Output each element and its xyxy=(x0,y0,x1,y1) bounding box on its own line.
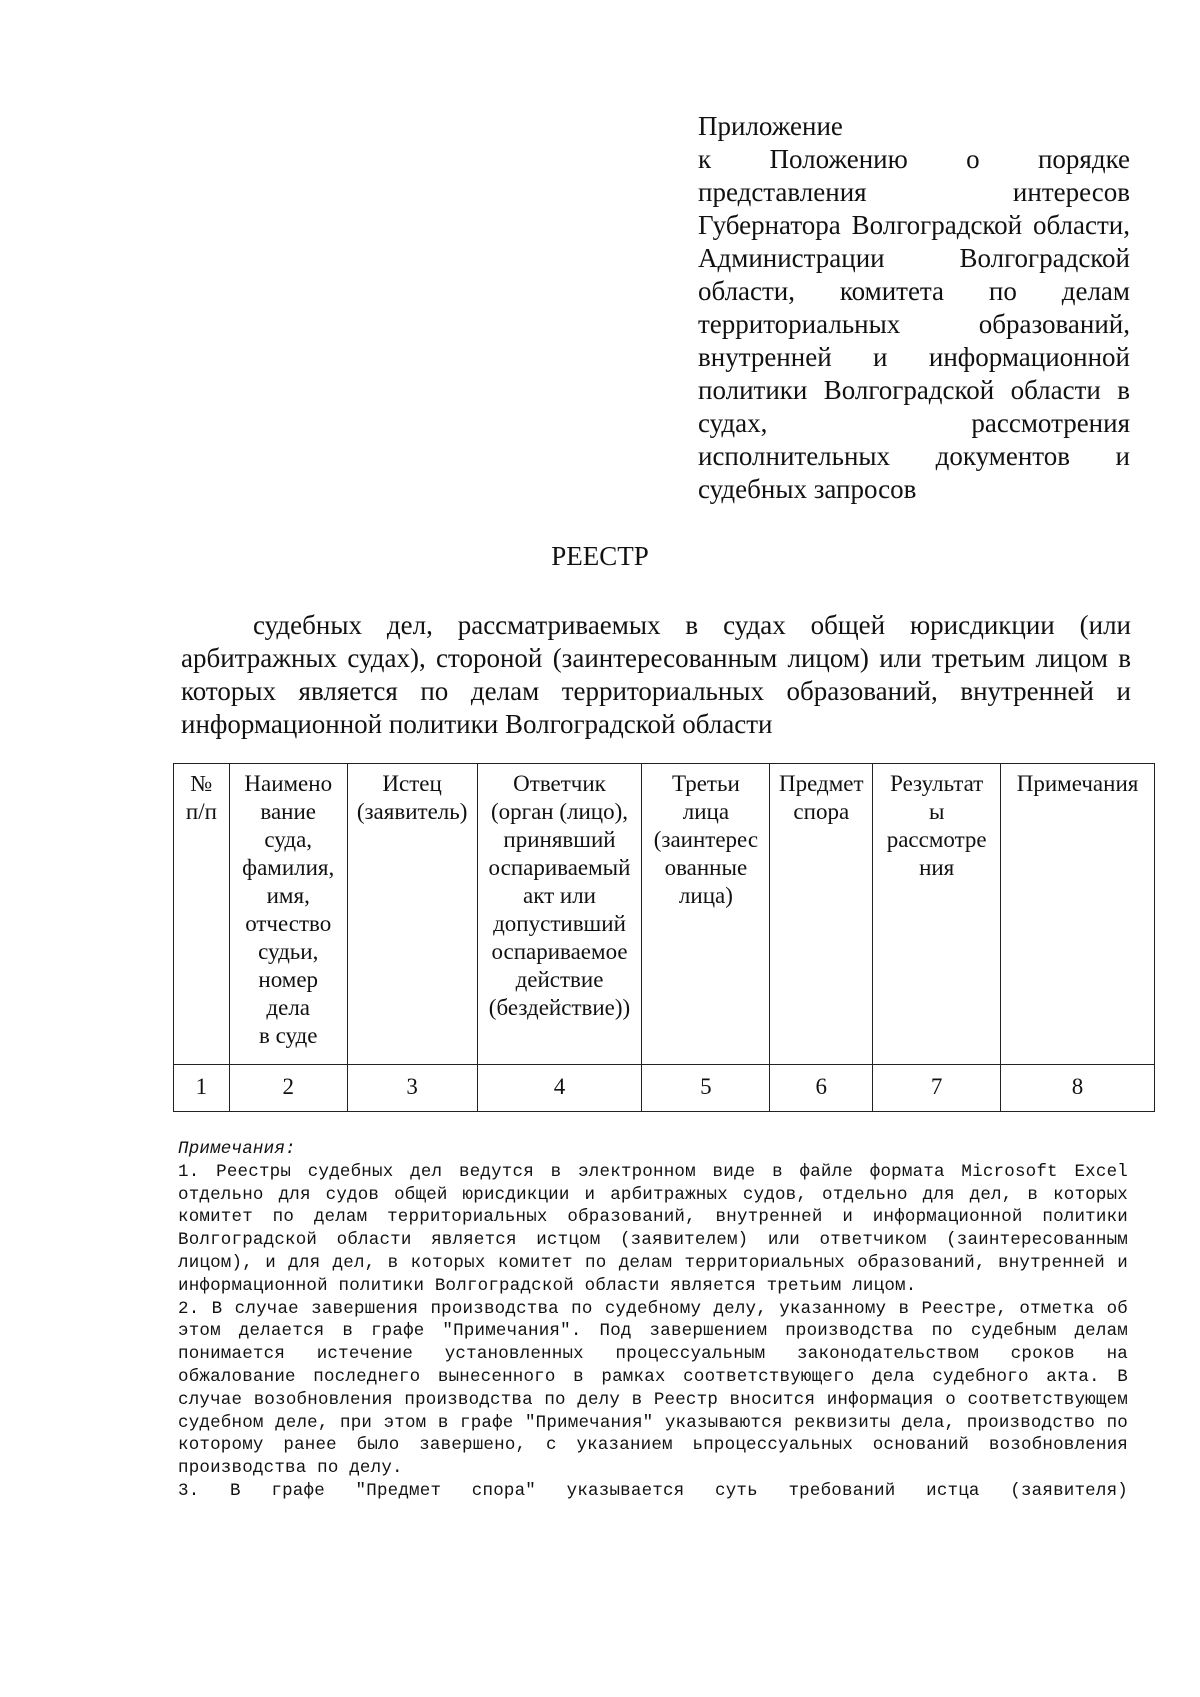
appendix-header xyxy=(698,110,1130,506)
col-header-notes: Примечания xyxy=(1001,764,1155,1065)
col-number-2: 2 xyxy=(229,1065,347,1112)
col-number-5: 5 xyxy=(642,1065,770,1112)
note-item-2: 2. В случае завершения производства по судебному делу, указанному в Реестре, отметка об этом делается в графе "Примечания". Под завершением производства по судебным делам понимается истечение установленных процессуальным законодательством сроков на обжалование последнего вынесенного в рамках соответствующего дела судебного акта. В случае возобновления производства по делу в Реестр вносится информация о соответствующем судебном деле, при этом в графе "Примечания" указываются реквизиты дела, производство по которому ранее было завершено, с указанием ьпроцессуальных оснований возобновления производства по делу. xyxy=(178,1298,1128,1479)
notes-heading: Примечания: xyxy=(178,1139,296,1159)
col-number-3: 3 xyxy=(347,1065,477,1112)
col-number-7: 7 xyxy=(873,1065,1001,1112)
col-header-court: Наимено вание суда, фамилия, имя, отчество судьи, номер дела в суде xyxy=(229,764,347,1065)
col-header-defendant: Ответчик (орган (лицо), принявший оспариваемый акт или допустивший оспариваемое действие (бездействие)) xyxy=(477,764,642,1065)
note-item-1: 1. Реестры судебных дел ведутся в электронном виде в файле формата Microsoft Excel отдельно для судов общей юрисдикции и арбитражных судов, отдельно для дел, в которых комитет по делам территориальных образований, внутренней и информационной политики Волгоградской области является истцом (заявителем) или ответчиком (заинтересованным лицом), и для дел, в которых комитет по делам территориальных образований, внутренней и информационной политики Волгоградской области является третьим лицом. xyxy=(178,1161,1128,1296)
col-number-4: 4 xyxy=(477,1065,642,1112)
table-row xyxy=(174,1065,1155,1112)
table-header-row xyxy=(174,764,1155,1065)
appendix-text: к Положению о порядке представления интересов Губернатора Волгоградской области, Администрации Волгоградской области, комитета по делам территориальных образований, внутренней и информационной политики Волгоградской области в судах, рассмотрения исполнительных документов и судебных запросов xyxy=(698,144,1130,504)
registry-table xyxy=(173,763,1155,1112)
registry-subtitle: судебных дел, рассматриваемых в судах общей юрисдикции (или арбитражных судах), стороной (заинтересованным лицом) или третьим лицом в которых является по делам территориальных образований, внутренней и информационной политики Волгоградской области xyxy=(181,610,1131,739)
registry-title: РЕЕСТР xyxy=(551,541,649,571)
col-header-number: № п/п xyxy=(174,764,230,1065)
notes-section xyxy=(178,1138,1128,1503)
col-header-third-parties: Третьи лица (заинтерес ованные лица) xyxy=(642,764,770,1065)
col-header-result: Результат ы рассмотре ния xyxy=(873,764,1001,1065)
col-header-subject: Предмет спора xyxy=(770,764,873,1065)
col-header-plaintiff: Истец (заявитель) xyxy=(347,764,477,1065)
appendix-title: Приложение xyxy=(698,111,843,141)
note-item-3: 3. В графе "Предмет спора" указывается суть требований истца (заявителя) xyxy=(178,1480,1128,1501)
col-number-8: 8 xyxy=(1001,1065,1155,1112)
col-number-1: 1 xyxy=(174,1065,230,1112)
col-number-6: 6 xyxy=(770,1065,873,1112)
